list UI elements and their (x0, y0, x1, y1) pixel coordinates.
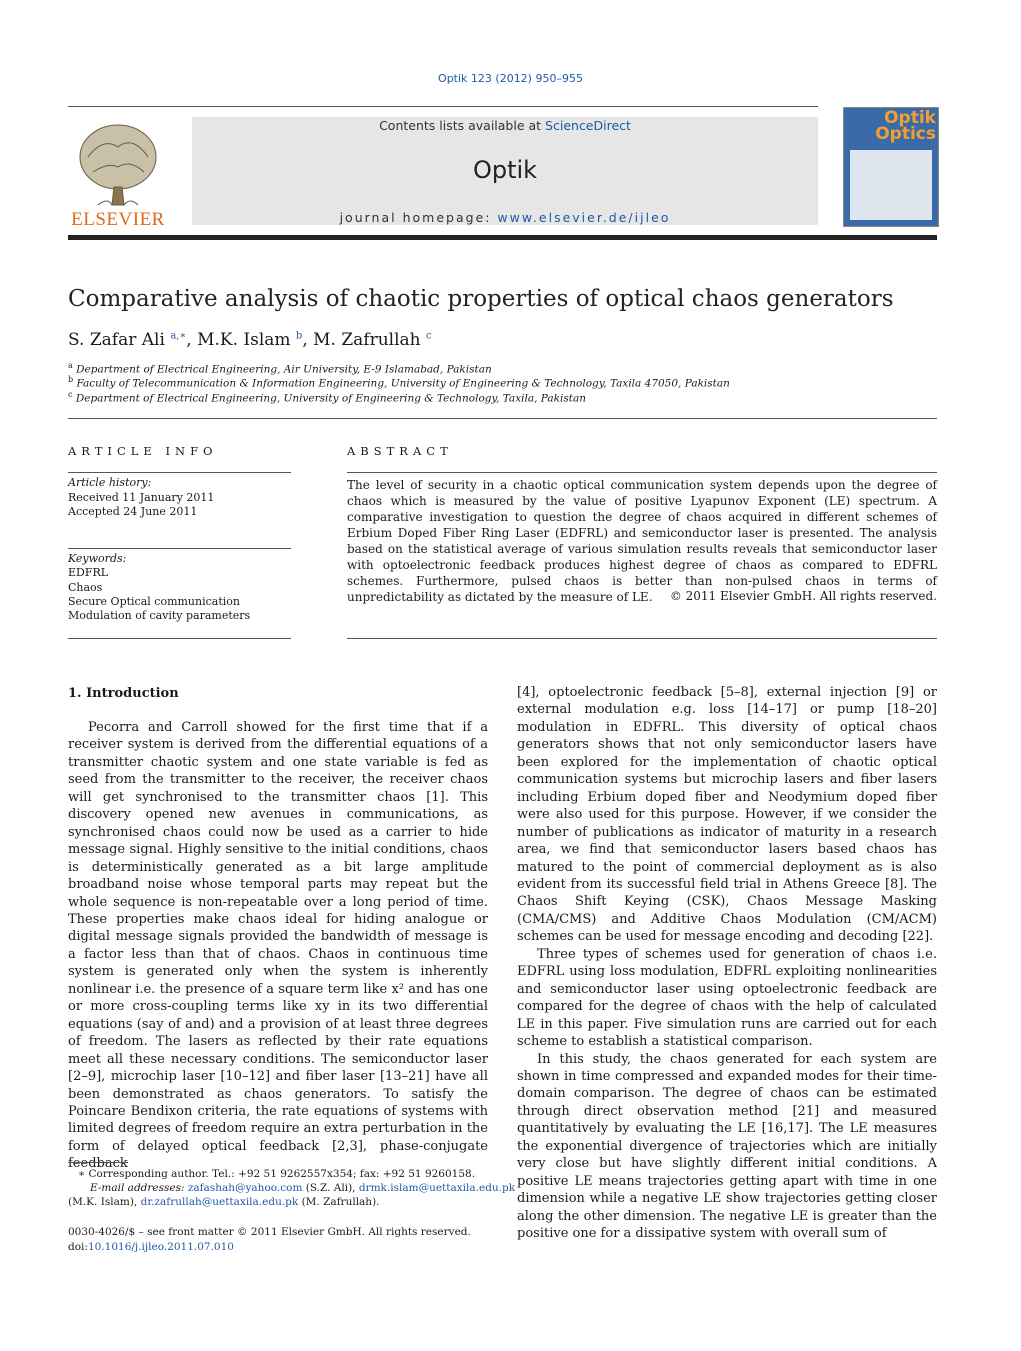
issn-line: 0030-4026/$ – see front matter © 2011 Elsevier GmbH. All rights reserved. (68, 1226, 471, 1238)
body-column-left (68, 719, 488, 1173)
email-link[interactable]: zafashah@yahoo.com (187, 1182, 303, 1194)
homepage-link[interactable]: www.elsevier.de/ijleo (497, 210, 671, 225)
cover-contents-panel (850, 150, 932, 220)
abstract-bottom-rule (347, 638, 937, 639)
affiliation-sup: c (68, 390, 73, 399)
affiliation-sup: a (68, 361, 73, 370)
affiliation (68, 361, 492, 376)
email-owner: (M. Zafrullah). (298, 1196, 380, 1208)
contents-prefix: Contents lists available at (379, 118, 546, 133)
accepted-date: Accepted 24 June 2011 (68, 505, 198, 518)
body-paragraph: Three types of schemes used for generation of chaos i.e. EDFRL using loss modulation, EDFRL exploiting nonlinearities and semiconductor laser using optoelectronic feedback are compared for the degree of chaos with the help of calculated LE in this paper. Five simulation runs are carried out for each scheme to establish a statistical comparison. (517, 946, 937, 1050)
doi-line (68, 1240, 234, 1254)
author-list: S. Zafar Ali $^{a,∗}$, M.K. Islam $^b$, M. Zafrullah $^c$ (68, 330, 432, 350)
affiliation-text: Department of Electrical Engineering, University of Engineering & Technology, Taxila, Pakistan (75, 392, 586, 405)
journal-citation[interactable]: Optik 123 (2012) 950–955 (438, 72, 583, 85)
affiliation-text: Department of Electrical Engineering, Air University, E-9 Islamabad, Pakistan (76, 363, 492, 376)
article-info-heading: ARTICLE INFO (68, 444, 218, 458)
doi-link[interactable]: 10.1016/j.ijleo.2011.07.010 (87, 1241, 234, 1253)
keyword: Modulation of cavity parameters (68, 609, 251, 622)
keywords-label: Keywords: (68, 552, 127, 565)
journal-homepage (192, 210, 818, 225)
author-name[interactable]: M. Zafrullah (313, 330, 421, 350)
elsevier-logo[interactable] (68, 117, 168, 229)
section-heading-introduction: 1. Introduction (68, 686, 179, 701)
email-link[interactable]: drmk.islam@uettaxila.edu.pk (358, 1182, 516, 1194)
author-sup[interactable]: b (295, 330, 303, 342)
received-date: Received 11 January 2011 (68, 491, 215, 504)
body-column-right (517, 684, 937, 1243)
abstract-heading: ABSTRACT (347, 444, 453, 458)
cover-title: Optik Optics (875, 108, 936, 144)
author-sup[interactable]: c (426, 330, 432, 342)
doi-prefix: doi: (68, 1241, 88, 1253)
affiliation (68, 375, 730, 390)
history-label: Article history: (68, 476, 152, 489)
abstract-copyright: © 2011 Elsevier GmbH. All rights reserved. (669, 589, 937, 603)
email-owner: (M.K. Islam), (68, 1196, 141, 1208)
corresponding-author-note: ∗ Corresponding author. Tel.: +92 51 9262557x354; fax: +92 51 9260158. (78, 1168, 476, 1180)
email-addresses-cont (68, 1195, 380, 1209)
journal-name: Optik (472, 156, 538, 184)
abstract-text: The level of security in a chaotic optical communication system depends upon the degree of chaos which is measured by the value of positive Lyapunov Exponent (LE) spectrum. A comparative investigation to question the degree of chaos acquired in different schemes of Erbium Doped Fiber Ring Laser (EDFRL) and semiconductor laser is presented. The analysis based on the statistical average of various simulation results reveals that semiconductor laser with optoelectronic feedback produces highest degree of chaos as compared to EDFRL schemes. Furthermore, pulsed chaos is better than non-pulsed chaos in terms of unpredictability as dictated by the measure of LE. (347, 478, 937, 604)
footnote-rule (68, 1162, 128, 1163)
journal-cover[interactable] (843, 107, 939, 227)
email-link[interactable]: dr.zafrullah@uettaxila.edu.pk (140, 1196, 299, 1208)
keywords-rule (68, 548, 291, 549)
body-paragraph: In this study, the chaos generated for each system are shown in time compressed and expanded modes for their time-domain comparison. The degree of chaos can be estimated through direct observation method [21] and measured quantitatively by evaluating the LE [16,17]. The LE measures the exponential divergence of trajectories which are initially very close but have slightly different initial conditions. A positive LE means trajectories getting apart with time in one dimension while a negative LE show trajectories getting closer along the other dimension. The negative LE is greater than the positive one for a dissipative system with overall sum of (517, 1051, 937, 1242)
header-rule (68, 106, 818, 107)
homepage-prefix: journal homepage: (339, 210, 498, 225)
article-info-rule (68, 472, 291, 473)
email-owner: (S.Z. Ali), (302, 1182, 359, 1194)
email-addresses (90, 1181, 515, 1195)
abstract-rule (347, 472, 937, 473)
header-thick-rule (68, 235, 937, 240)
body-paragraph: [4], optoelectronic feedback [5–8], external injection [9] or external modulation e.g. loss [14–17] or pump [18–20] modulation in EDFRL. This diversity of optical chaos generators shows that not only semiconductor lasers have been explored for the implementation of chaotic optical communication systems but microchip lasers and fiber lasers including Erbium doped fiber and Neodymium doped fiber were also used for this purpose. However, if we consider the number of publications as indicator of maturity in a research area, we find that semiconductor lasers based chaos has matured to the point of commercial deployment as is also evident from its successful field trial in Athens Greece [8]. The Chaos Shift Keying (CSK), Chaos Message Masking (CMA/CMS) and Additive Chaos Modulation (CM/ACM) schemes can be used for message encoding and decoding [22]. (517, 685, 937, 945)
sciencedirect-link[interactable]: ScienceDirect (545, 118, 631, 133)
body-paragraph: Pecorra and Carroll showed for the first time that if a receiver system is derived from the differential equations of a transmitter chaotic system and one state variable is fed as seed from the transmitter to the receiver, the receiver chaos will get synchronised to the transmitter chaos [1]. This discovery opened new avenues in communications, as synchronised chaos could now be used as a carrier to hide message signal. Highly sensitive to the initial conditions, chaos is deterministically generated as a bit large amplitude broadband noise whose temporal parts may repeat but the whole sequence is non-repeatable over a long period of time. These properties make chaos ideal for hiding analogue or digital message signals provided the bandwidth of message is a factor less than that of chaos. Chaos in continuous time system is generated only when the system is inherently nonlinear i.e. the presence of a square term like x² and has one or more cross-coupling terms like xy in its two differential equations (say of and) and a provision of at least three degrees of freedom. The lasers as reflected by their rate equations meet all these necessary conditions. The semiconductor laser [2–9], microchip laser [10–12] and fiber laser [13–21] have all been demonstrated as chaos generators. To satisfy the Poincare Bendixon criteria, the rate equations of systems with limited degrees of freedom require an extra perturbation in the form of delayed optical feedback [2,3], phase-conjugate feedback (68, 720, 488, 1172)
author-name[interactable]: S. Zafar Ali (68, 330, 165, 350)
article-title: Comparative analysis of chaotic properties of optical chaos generators (68, 286, 894, 312)
keyword: Secure Optical communication (68, 595, 240, 608)
author-sup[interactable]: a,∗ (170, 330, 187, 342)
keyword: EDFRL (68, 566, 109, 579)
affiliation-rule (68, 418, 937, 419)
affiliation (68, 390, 586, 405)
elsevier-wordmark: ELSEVIER (71, 209, 165, 230)
affiliation-text: Faculty of Telecommunication & Information Engineering, University of Engineering & Technology, Taxila 47050, Pakistan (76, 377, 730, 390)
email-label: E-mail addresses: (90, 1182, 188, 1194)
contents-availability (192, 118, 818, 133)
affiliation-sup: b (68, 375, 74, 384)
author-name[interactable]: M.K. Islam (197, 330, 291, 350)
article-info-bottom-rule (68, 638, 291, 639)
keyword: Chaos (68, 581, 103, 594)
